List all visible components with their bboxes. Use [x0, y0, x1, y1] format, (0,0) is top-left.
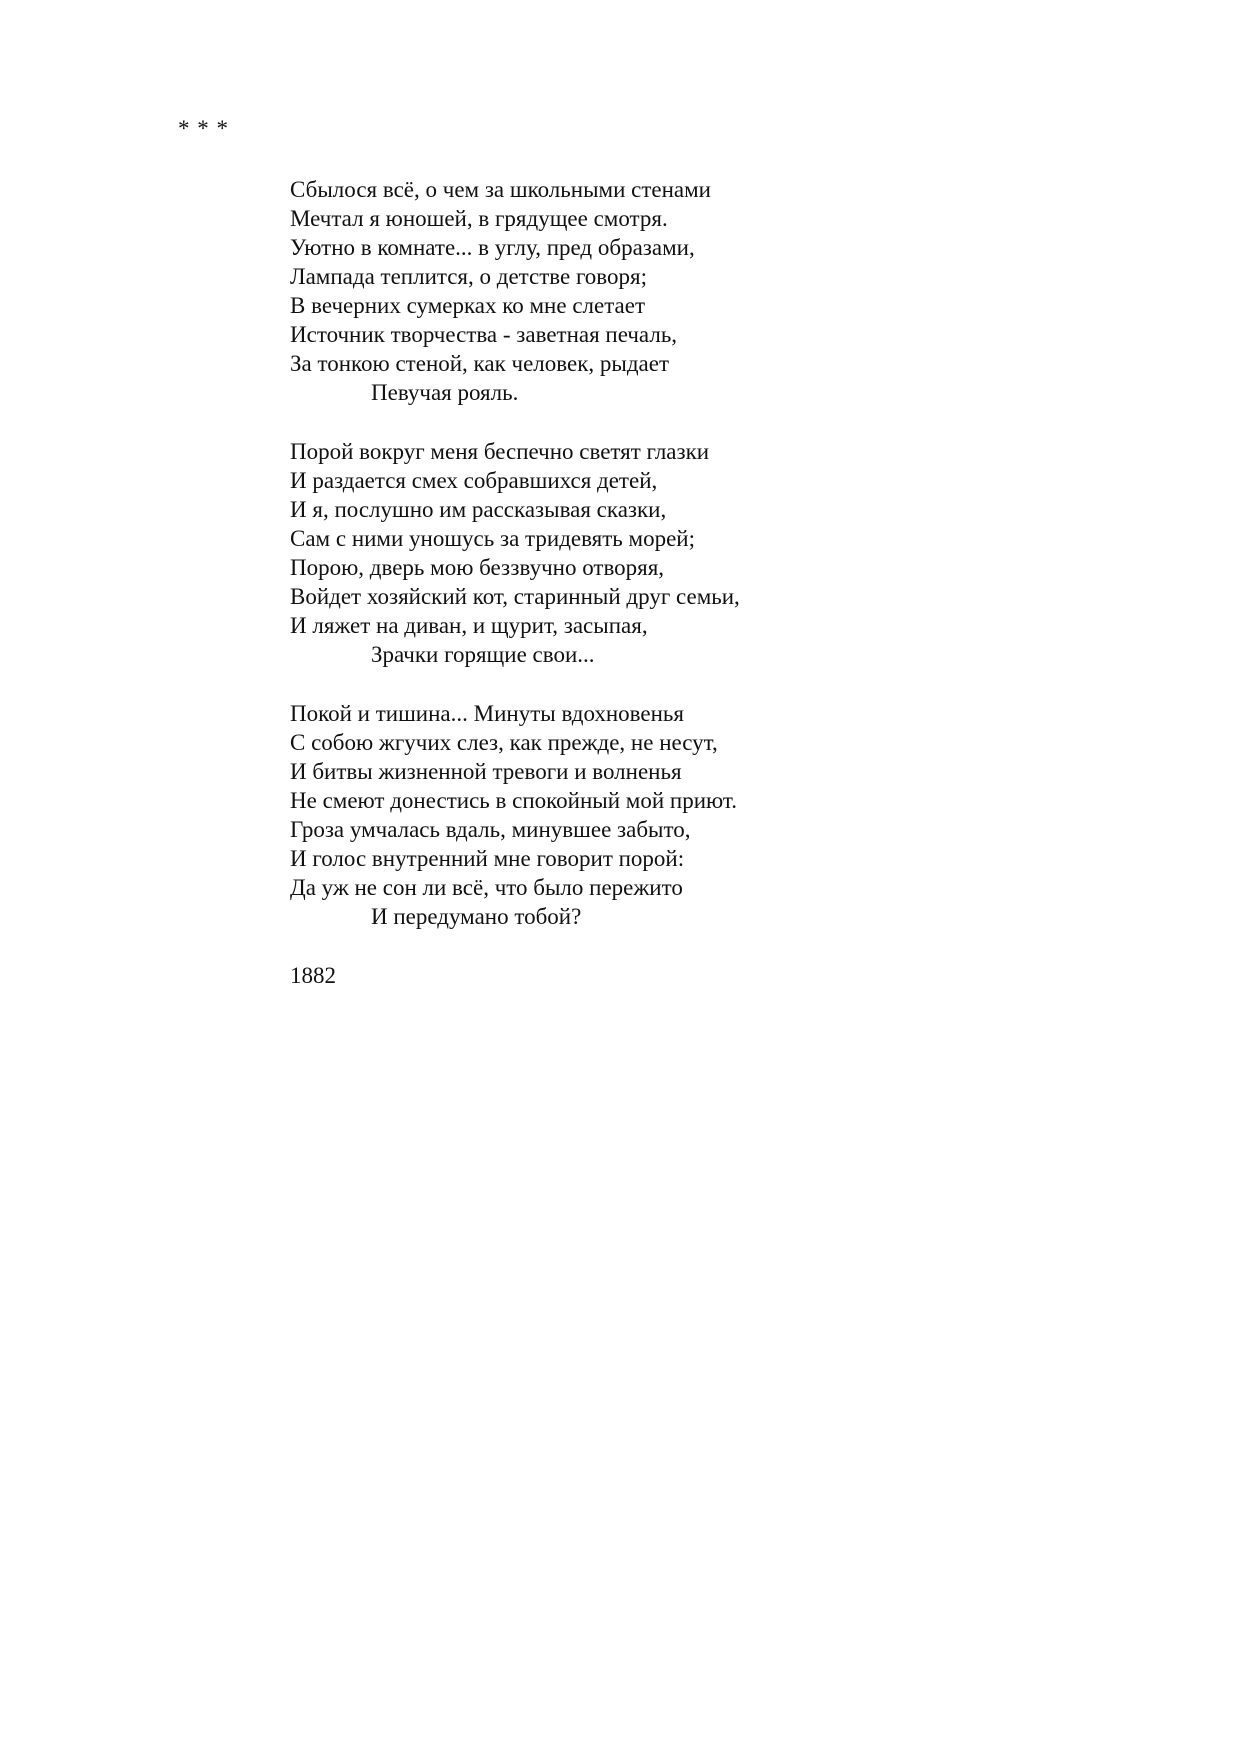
- poem-line-indented: Зрачки горящие свои...: [371, 642, 595, 667]
- poem-line: Не смеют донестись в спокойный мой приют.: [290, 788, 737, 813]
- poem-line: Лампада теплится, о детстве говоря;: [290, 264, 647, 289]
- poem-line-indented: И передумано тобой?: [371, 904, 582, 929]
- poem-line-indented: Певучая рояль.: [371, 380, 519, 405]
- poem-line: В вечерних сумерках ко мне слетает: [290, 293, 646, 318]
- poem-line: Мечтал я юношей, в грядущее смотря.: [290, 206, 668, 231]
- stanza-1: [290, 175, 1050, 407]
- poem-line: Сбылося всё, о чем за школьными стенами: [290, 177, 711, 202]
- poem-line: За тонкою стеной, как человек, рыдает: [290, 351, 670, 376]
- poem-line: Источник творчества - заветная печаль,: [290, 322, 678, 347]
- poem-line: И битвы жизненной тревоги и волненья: [290, 759, 682, 784]
- poem-line: Покой и тишина... Минуты вдохновенья: [290, 701, 684, 726]
- poem: [290, 175, 1050, 990]
- poem-line: И раздается смех собравшихся детей,: [290, 468, 658, 493]
- poem-line: Уютно в комнате... в углу, пред образами,: [290, 235, 695, 260]
- section-separator: * * *: [178, 116, 229, 141]
- poem-line: Порой вокруг меня беспечно светят глазки: [290, 439, 710, 464]
- poem-line: Гроза умчалась вдаль, минувшее забыто,: [290, 817, 691, 842]
- poem-line: Сам с ними уношусь за тридевять морей;: [290, 526, 695, 551]
- poem-line: Войдет хозяйский кот, старинный друг семьи,: [290, 584, 740, 609]
- poem-line: Да уж не сон ли всё, что было пережито: [290, 875, 683, 900]
- poem-line: Порою, дверь мою беззвучно отворяя,: [290, 555, 665, 580]
- poem-line: С собою жгучих слез, как прежде, не несут,: [290, 730, 718, 755]
- poem-line: И ляжет на диван, и щурит, засыпая,: [290, 613, 648, 638]
- poem-date: 1882: [290, 963, 336, 988]
- stanza-3: [290, 699, 1050, 931]
- poem-line: И голос внутренний мне говорит порой:: [290, 846, 685, 871]
- poem-line: И я, послушно им рассказывая сказки,: [290, 497, 667, 522]
- stanza-2: [290, 437, 1050, 669]
